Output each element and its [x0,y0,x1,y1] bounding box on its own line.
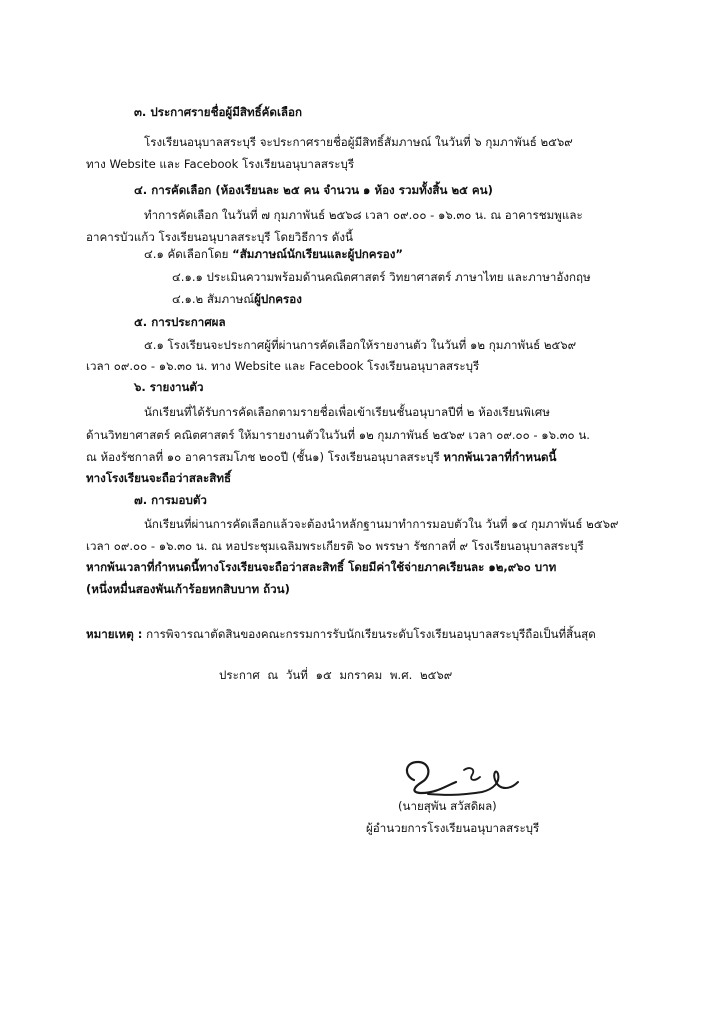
section-4-1-label: ๔.๑ คัดเลือกโดย [144,247,233,261]
section-4-line-1: ทำการคัดเลือก ในวันที่ ๗ กุมภาพันธ์ ๒๕๖๘ เวลา ๐๙.๐๐ - ๑๖.๓๐ น. ณ อาคารชมพูและ [144,208,583,222]
signer-title: ผู้อำนวยการโรงเรียนอนุบาลสระบุรี [366,821,540,835]
section-6-line-3-bold: หากพ้นเวลาที่กำหนดนี้ [443,450,557,464]
remark-label: หมายเหตุ : [86,627,143,641]
section-3-line-1: โรงเรียนอนุบาลสระบุรี จะประกาศรายชื่อผู้มีสิทธิ์สัมภาษณ์ ในวันที่ ๖ กุมภาพันธ์ ๒๕๖๙ [144,135,573,149]
section-4-1-2 [172,290,302,308]
section-6-line-3 [86,448,556,466]
section-3-line-2: ทาง Website และ Facebook โรงเรียนอนุบาลสระบุรี [86,157,355,171]
section-4-1 [144,245,403,263]
remark-text: การพิจารณาตัดสินของคณะกรรมการรับนักเรียนระดับโรงเรียนอนุบาลสระบุรีถือเป็นที่สิ้นสุด [142,627,596,641]
section-7-line-4: (หนึ่งหมื่นสองพันเก้าร้อยหกสิบบาท ถ้วน) [86,582,290,596]
section-7-line-3: หากพ้นเวลาที่กำหนดนี้ทางโรงเรียนจะถือว่าสละสิทธิ์ โดยมีค่าใช้จ่ายภาคเรียนละ ๑๒,๙๖๐ บาท [86,560,557,574]
section-4-1-method: “สัมภาษณ์นักเรียนและผู้ปกครอง” [232,247,404,261]
signer-name: (นายสุพัน สวัสดิผล) [398,799,497,813]
section-7-heading: ๗. การมอบตัว [134,493,207,507]
section-4-line-2: อาคารบัวแก้ว โรงเรียนอนุบาลสระบุรี โดยวิธีการ ดังนี้ [86,230,353,244]
announcement-date: ประกาศ ณ วันที่ ๑๕ มกราคม พ.ศ. ๒๕๖๙ [219,668,453,682]
section-4-1-1: ๔.๑.๑ ประเมินความพร้อมด้านคณิตศาสตร์ วิทยาศาสตร์ ภาษาไทย และภาษาอังกฤษ [172,270,591,284]
section-4-heading: ๔. การคัดเลือก (ห้องเรียนละ ๒๕ คน จำนวน ๑ ห้อง รวมทั้งสิ้น ๒๕ คน) [134,183,493,197]
section-6-line-1: นักเรียนที่ได้รับการคัดเลือกตามรายชื่อเพื่อเข้าเรียนชั้นอนุบาลปีที่ ๒ ห้องเรียนพิเศษ [144,405,550,419]
section-5-heading: ๕. การประกาศผล [134,315,226,329]
section-6-heading: ๖. รายงานตัว [134,380,204,394]
section-6-line-3-text: ณ ห้องรัชกาลที่ ๑๐ อาคารสมโภช ๒๐๐ปี (ชั้น๑) โรงเรียนอนุบาลสระบุรี [86,450,444,464]
section-3-heading: ๓. ประกาศรายชื่อผู้มีสิทธิ์คัดเลือก [134,105,302,119]
remark [86,625,596,643]
section-6-line-2: ด้านวิทยาศาสตร์ คณิตศาสตร์ ให้มารายงานตัวในวันที่ ๑๒ กุมภาพันธ์ ๒๕๖๙ เวลา ๐๙.๐๐ - ๑๖.๓๐ น. [86,428,590,442]
section-4-1-2-bold: ผู้ปกครอง [254,292,302,306]
section-4-1-2-label: ๔.๑.๒ สัมภาษณ์ [172,292,255,306]
section-7-line-1: นักเรียนที่ผ่านการคัดเลือกแล้วจะต้องนำหลักฐานมาทำการมอบตัวใน วันที่ ๑๔ กุมภาพันธ์ ๒๕๖๙ [144,517,619,531]
section-5-line-2: เวลา ๐๙.๐๐ - ๑๖.๓๐ น. ทาง Website และ Facebook โรงเรียนอนุบาลสระบุรี [86,359,480,373]
section-6-line-4: ทางโรงเรียนจะถือว่าสละสิทธิ์ [86,471,232,485]
section-5-line-1: ๕.๑ โรงเรียนจะประกาศผู้ที่ผ่านการคัดเลือกให้รายงานตัว ในวันที่ ๑๒ กุมภาพันธ์ ๒๕๖๙ [144,338,577,352]
section-7-line-2: เวลา ๐๙.๐๐ - ๑๖.๓๐ น. ณ หอประชุมเฉลิมพระเกียรติ ๖๐ พรรษา รัชกาลที่ ๙ โรงเรียนอนุบาลสระบุรี [86,539,584,553]
